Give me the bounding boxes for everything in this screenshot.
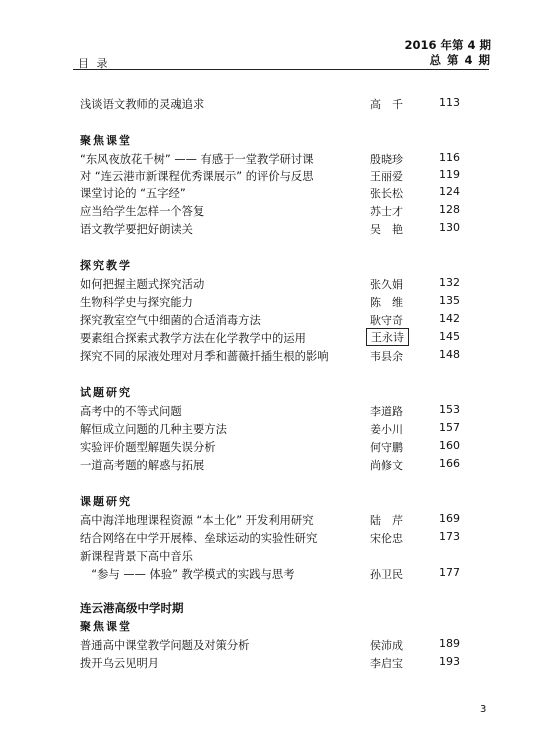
toc-entry-author: 侯沛成 <box>370 639 403 652</box>
toc-entry-page: 160 <box>439 439 460 452</box>
toc-entry-author: 李启宝 <box>370 657 403 670</box>
toc-entry-title: 解恒成立问题的几种主要方法 <box>80 423 227 436</box>
toc-entry-page: 113 <box>439 96 460 109</box>
page-number: 3 <box>480 704 487 715</box>
toc-entry-author: 孙卫民 <box>370 568 403 581</box>
toc-entry-author: 陆 芹 <box>370 514 403 527</box>
toc-entry-page: 116 <box>439 151 460 164</box>
toc-entry-title: 普通高中课堂教学问题及对策分析 <box>80 639 250 652</box>
toc-entry-title: 对 “连云港市新课程优秀课展示” 的评价与反思 <box>80 170 314 183</box>
toc-entry-title: 探究教室空气中细菌的合适消毒方法 <box>80 314 261 327</box>
toc-entry-page: 153 <box>439 403 460 416</box>
toc-entry-title: 一道高考题的解惑与拓展 <box>80 459 205 472</box>
toc-entry-title: 高中海洋地理课程资源 “本土化” 开发利用研究 <box>80 514 314 527</box>
toc-entry-author: 张久娟 <box>370 278 403 291</box>
toc-entry-author: 姜小川 <box>370 423 403 436</box>
toc-entry-page: 157 <box>439 421 460 434</box>
section-heading: 聚焦课堂 <box>80 620 132 633</box>
section-heading: 聚焦课堂 <box>80 134 132 147</box>
section-heading: 试题研究 <box>80 386 132 399</box>
toc-entry-title: 课堂讨论的 “五字经” <box>80 187 186 200</box>
toc-entry-author: 苏士才 <box>370 205 403 218</box>
toc-entry-author: 陈 维 <box>370 296 403 309</box>
toc-label: 目 录 <box>78 57 110 70</box>
toc-entry-page: 135 <box>439 294 460 307</box>
toc-entry-page: 169 <box>439 512 460 525</box>
section-heading: 课题研究 <box>80 495 132 508</box>
toc-entry-title: “东风夜放花千树” —— 有感于一堂教学研讨课 <box>80 153 314 166</box>
toc-entry-page: 124 <box>439 185 460 198</box>
toc-entry-author: 殷晓珍 <box>370 153 403 166</box>
toc-entry-author: 高 千 <box>370 98 403 111</box>
toc-entry-author: 尚修文 <box>370 459 403 472</box>
toc-entry-author: 张长松 <box>370 187 403 200</box>
toc-entry-title: 结合网络在中学开展棒、垒球运动的实验性研究 <box>80 532 318 545</box>
toc-entry-page: 128 <box>439 203 460 216</box>
toc-entry-title: 应当给学生怎样一个答复 <box>80 205 205 218</box>
toc-entry-title: 语文教学要把好朗读关 <box>80 223 193 236</box>
toc-entry-title: 生物科学史与探究能力 <box>80 296 193 309</box>
toc-entry-page: 119 <box>439 168 460 181</box>
toc-entry-page: 130 <box>439 221 460 234</box>
toc-entry-title: 浅谈语文教师的灵魂追求 <box>80 98 205 111</box>
toc-entry-page: 145 <box>439 330 460 343</box>
toc-entry-author: 韦县余 <box>370 350 403 363</box>
toc-entry-author: 王丽爱 <box>370 170 403 183</box>
toc-entry-page: 193 <box>439 655 460 668</box>
toc-entry-page: 189 <box>439 637 460 650</box>
toc-entry-author: 吴 艳 <box>370 223 403 236</box>
toc-entry-title: 高考中的不等式问题 <box>80 405 182 418</box>
toc-entry-page: 177 <box>439 566 460 579</box>
toc-entry-author: 何守鹏 <box>370 441 403 454</box>
toc-entry-title: 要素组合探索式教学方法在化学教学中的运用 <box>80 332 306 345</box>
toc-entry-page: 173 <box>439 530 460 543</box>
toc-entry-title: 新课程背景下高中音乐 <box>80 550 193 563</box>
toc-entry-page: 166 <box>439 457 460 470</box>
toc-entry-page: 142 <box>439 312 460 325</box>
toc-entry-page: 148 <box>439 348 460 361</box>
toc-entry-author: 宋伦忠 <box>370 532 403 545</box>
toc-entry-title: 实验评价题型解题失误分析 <box>80 441 216 454</box>
toc-entry-page: 132 <box>439 276 460 289</box>
section-heading: 探究教学 <box>80 259 132 272</box>
toc-entry-author: 耿守奇 <box>370 314 403 327</box>
toc-entry-title: 拨开乌云见明月 <box>80 657 160 670</box>
toc-entry-author: 李道路 <box>370 405 403 418</box>
issue-line: 2016 年第 4 期 <box>404 38 491 52</box>
toc-entry-title-continued: “参与 —— 体验” 教学模式的实践与思考 <box>80 568 295 581</box>
toc-entry-title: 探究不同的尿液处理对月季和蔷薇扦插生根的影响 <box>80 350 329 363</box>
era-heading: 连云港高级中学时期 <box>80 601 184 615</box>
toc-entry-author-boxed: 王永诗 <box>366 328 409 346</box>
issue-total-line: 总 第 4 期 <box>429 53 491 67</box>
toc-entry-title: 如何把握主题式探究活动 <box>80 278 205 291</box>
header-rule <box>73 69 489 70</box>
